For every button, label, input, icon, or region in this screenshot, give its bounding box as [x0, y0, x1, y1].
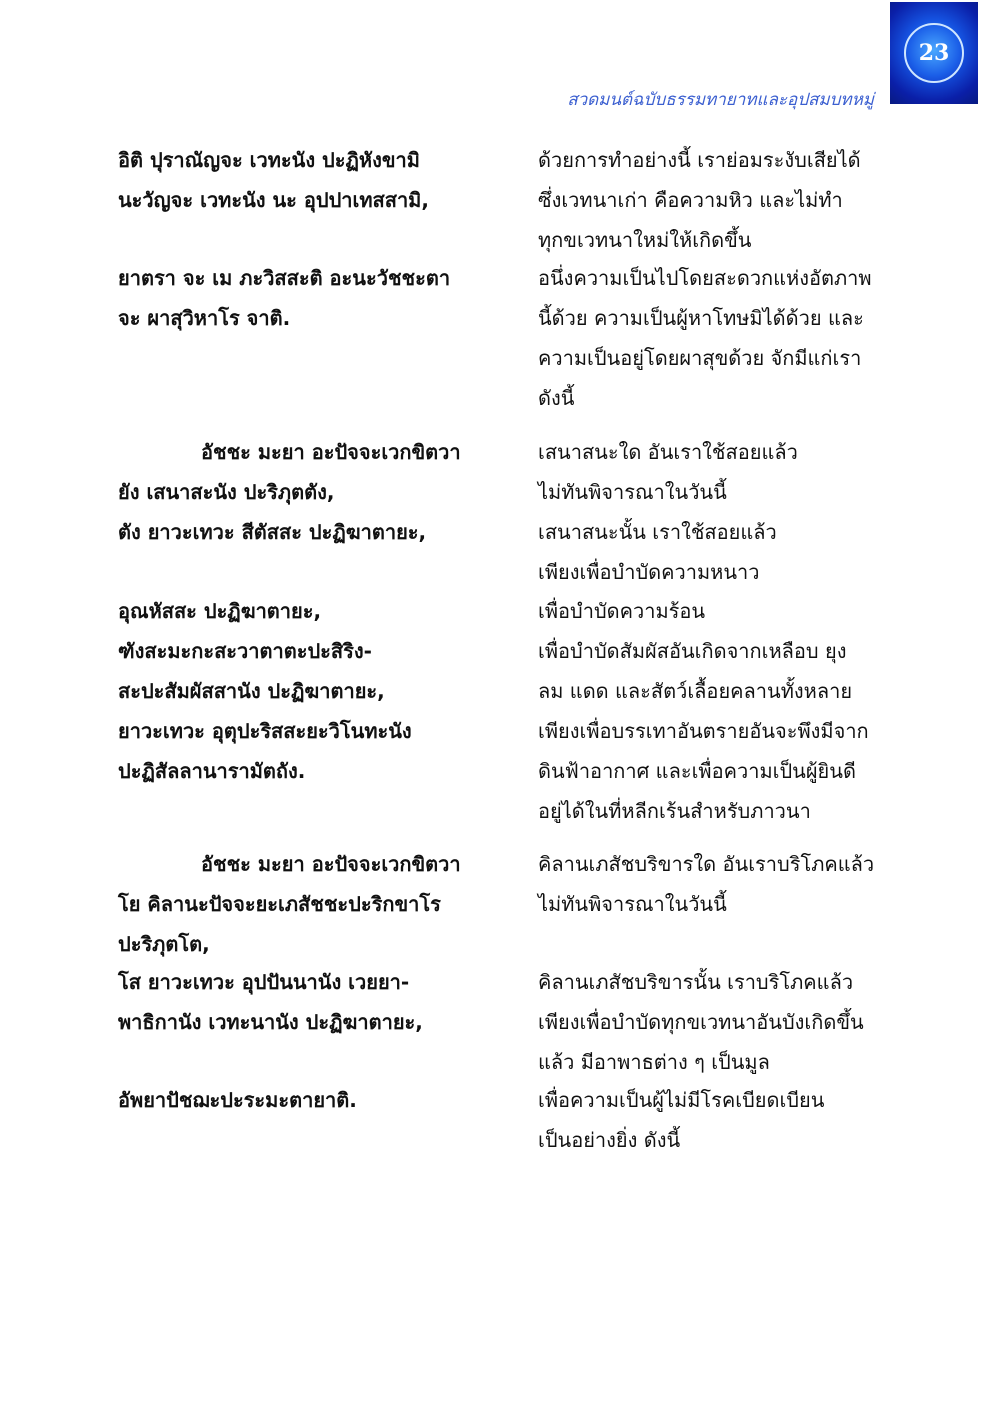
thai-line: เสนาสนะนั้น เราใช้สอยแล้ว: [538, 520, 777, 544]
pali-block-7: [118, 1080, 498, 1120]
thai-line: นี้ด้วย ความเป็นผู้หาโทษมิได้ด้วย และ: [538, 306, 864, 330]
pali-block-3: [118, 432, 498, 552]
thai-line: ดังนี้: [538, 386, 575, 410]
pali-block-1: [118, 140, 498, 220]
thai-line: แล้ว มีอาพาธต่าง ๆ เป็นมูล: [538, 1050, 770, 1074]
page-number-badge: [890, 2, 978, 104]
pali-line: ยาตรา จะ เม ภะวิสสะติ อะนะวัชชะตา: [118, 266, 451, 290]
thai-block-2: [538, 258, 898, 418]
thai-line: อนึ่งความเป็นไปโดยสะดวกแห่งอัตภาพ: [538, 266, 872, 290]
thai-line: เพื่อบำบัดความร้อน: [538, 599, 706, 623]
thai-line: เป็นอย่างยิ่ง ดังนี้: [538, 1128, 681, 1152]
pali-line: อุณหัสสะ ปะฏิฆาตายะ,: [118, 599, 322, 623]
thai-line: ทุกขเวทนาใหม่ให้เกิดขึ้น: [538, 228, 752, 252]
pali-line: อัพยาปัชฌะปะระมะตายาติ.: [118, 1088, 357, 1112]
pali-line: พาธิกานัง เวทะนานัง ปะฏิฆาตายะ,: [118, 1010, 423, 1034]
pali-line: ปะฏิสัลลานารามัตถัง.: [118, 759, 306, 783]
thai-line: ลม แดด และสัตว์เลื้อยคลานทั้งหลาย: [538, 679, 853, 703]
thai-line: ไม่ทันพิจารณาในวันนี้: [538, 480, 727, 504]
thai-line: เพียงเพื่อบำบัดความหนาว: [538, 560, 760, 584]
pali-block-2: [118, 258, 498, 338]
pali-line: โย คิลานะปัจจะยะเภสัชชะปะริกขาโร: [118, 892, 441, 916]
pali-line: อิติ ปุราณัญจะ เวทะนัง ปะฏิหังขามิ: [118, 148, 420, 172]
pali-line: ตัง ยาวะเทวะ สีตัสสะ ปะฏิฆาตายะ,: [118, 520, 427, 544]
pali-block-5: [118, 844, 498, 964]
thai-line: ไม่ทันพิจารณาในวันนี้: [538, 892, 727, 916]
thai-line: ด้วยการทำอย่างนี้ เราย่อมระงับเสียได้: [538, 148, 861, 172]
thai-line: ซึ่งเวทนาเก่า คือความหิว และไม่ทำ: [538, 188, 843, 212]
pali-line: ฑังสะมะกะสะวาตาตะปะสิริง-: [118, 639, 372, 663]
thai-line: เพียงเพื่อบำบัดทุกขเวทนาอันบังเกิดขึ้น: [538, 1010, 864, 1034]
pali-line: ยาวะเทวะ อุตุปะริสสะยะวิโนทะนัง: [118, 719, 412, 743]
thai-line: คิลานเภสัชบริขารนั้น เราบริโภคแล้ว: [538, 970, 854, 994]
thai-block-7: [538, 1080, 898, 1160]
page-number-circle: [904, 23, 964, 83]
thai-line: เพียงเพื่อบรรเทาอันตรายอันจะพึงมีจาก: [538, 719, 869, 743]
thai-line: เสนาสนะใด อันเราใช้สอยแล้ว: [538, 440, 798, 464]
thai-block-1: [538, 140, 898, 260]
running-header: สวดมนต์ฉบับธรรมทายาทและอุปสมบทหมู่: [567, 90, 874, 110]
thai-line: เพื่อความเป็นผู้ไม่มีโรคเบียดเบียน: [538, 1088, 825, 1112]
thai-line: คิลานเภสัชบริขารใด อันเราบริโภคแล้ว: [538, 852, 875, 876]
thai-line: อยู่ได้ในที่หลีกเร้นสำหรับภาวนา: [538, 799, 811, 823]
pali-line: อัชชะ มะยา อะปัจจะเวกขิตวา: [201, 852, 461, 876]
pali-line: นะวัญจะ เวทะนัง นะ อุปปาเทสสามิ,: [118, 188, 429, 212]
thai-line: ความเป็นอยู่โดยผาสุขด้วย จักมีแก่เรา: [538, 346, 862, 370]
pali-line: โส ยาวะเทวะ อุปปันนานัง เวยยา-: [118, 970, 410, 994]
thai-line: เพื่อบำบัดสัมผัสอันเกิดจากเหลือบ ยุง: [538, 639, 847, 663]
page-number: 23: [918, 40, 950, 66]
pali-line: สะปะสัมผัสสานัง ปะฏิฆาตายะ,: [118, 679, 385, 703]
thai-block-4: [538, 591, 898, 831]
pali-block-4: [118, 591, 498, 791]
pali-line: ยัง เสนาสะนัง ปะริภุตตัง,: [118, 480, 335, 504]
thai-block-5: [538, 844, 898, 924]
thai-block-6: [538, 962, 898, 1082]
pali-line: อัชชะ มะยา อะปัจจะเวกขิตวา: [201, 440, 461, 464]
thai-block-3: [538, 432, 898, 592]
pali-line: ปะริภุตโต,: [118, 932, 210, 956]
thai-line: ดินฟ้าอากาศ และเพื่อความเป็นผู้ยินดี: [538, 759, 856, 783]
pali-block-6: [118, 962, 498, 1042]
pali-line: จะ ผาสุวิหาโร จาติ.: [118, 306, 291, 330]
